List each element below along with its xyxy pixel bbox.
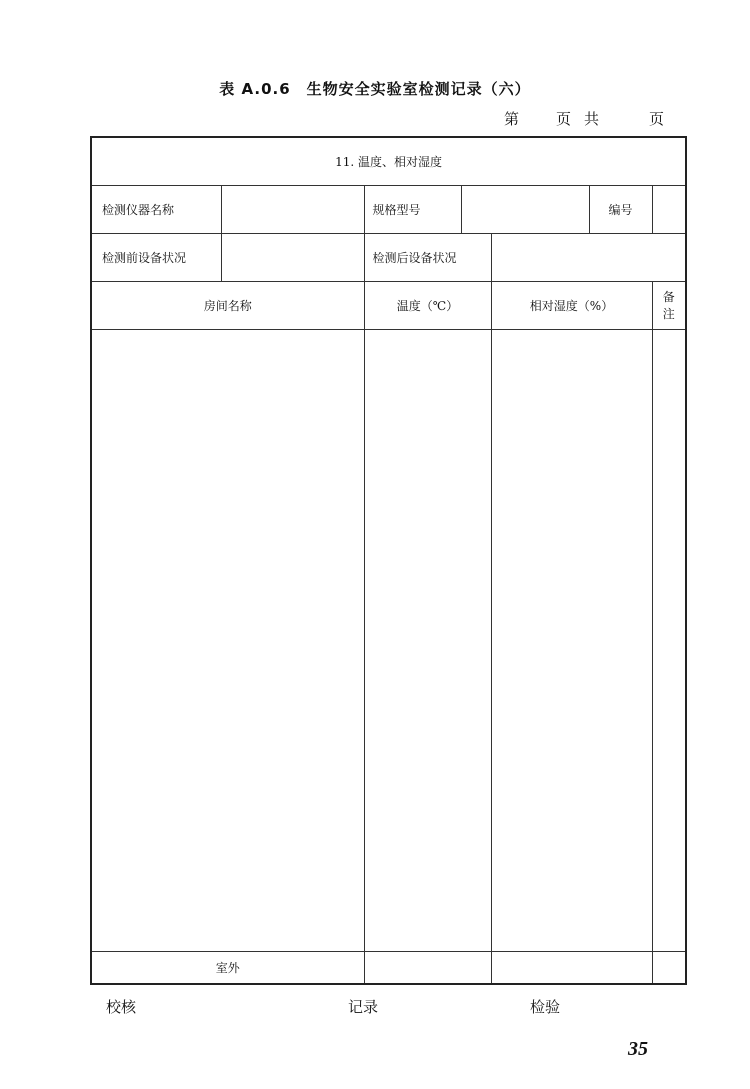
page-prefix: 第 (504, 110, 520, 128)
instrument-name-label: 检测仪器名称 (91, 185, 221, 233)
total-prefix: 共 (584, 110, 600, 128)
col-remarks: 备注 (652, 281, 686, 329)
section-title: 11. 温度、相对湿度 (91, 137, 686, 185)
post-status-label: 检测后设备状况 (364, 233, 491, 281)
total-label: 页 (649, 110, 665, 128)
section-header-row (91, 137, 686, 185)
instrument-row (91, 185, 686, 233)
outdoor-label: 室外 (91, 951, 364, 984)
record-signature-label: 记录 (348, 998, 379, 1016)
review-signature-label: 校核 (106, 998, 137, 1016)
col-temperature: 温度（℃） (364, 281, 491, 329)
device-status-row (91, 233, 686, 281)
inspect-signature-label: 检验 (530, 998, 561, 1016)
pre-status-label: 检测前设备状况 (91, 233, 221, 281)
humidity-cell[interactable] (491, 329, 652, 951)
col-humidity: 相对湿度（%） (491, 281, 652, 329)
remarks-cell[interactable] (652, 329, 686, 951)
outdoor-humidity-cell[interactable] (491, 951, 652, 984)
col-room-name: 房间名称 (91, 281, 364, 329)
data-row (91, 329, 686, 951)
outdoor-remarks-cell[interactable] (652, 951, 686, 984)
post-status-field[interactable] (491, 233, 686, 281)
model-field[interactable] (461, 185, 589, 233)
page-number: 35 (628, 1038, 648, 1060)
inspection-record-table (90, 136, 687, 985)
table-title: 表 A.0.6 生物安全实验室检测记录（六） (219, 80, 531, 98)
page-label: 页 (556, 110, 572, 128)
room-name-cell[interactable] (91, 329, 364, 951)
serial-field[interactable] (652, 185, 686, 233)
temperature-cell[interactable] (364, 329, 491, 951)
model-label: 规格型号 (364, 185, 461, 233)
pre-status-field[interactable] (221, 233, 364, 281)
outdoor-row (91, 951, 686, 984)
serial-label: 编号 (589, 185, 652, 233)
column-header-row (91, 281, 686, 329)
outdoor-temperature-cell[interactable] (364, 951, 491, 984)
instrument-name-field[interactable] (221, 185, 364, 233)
